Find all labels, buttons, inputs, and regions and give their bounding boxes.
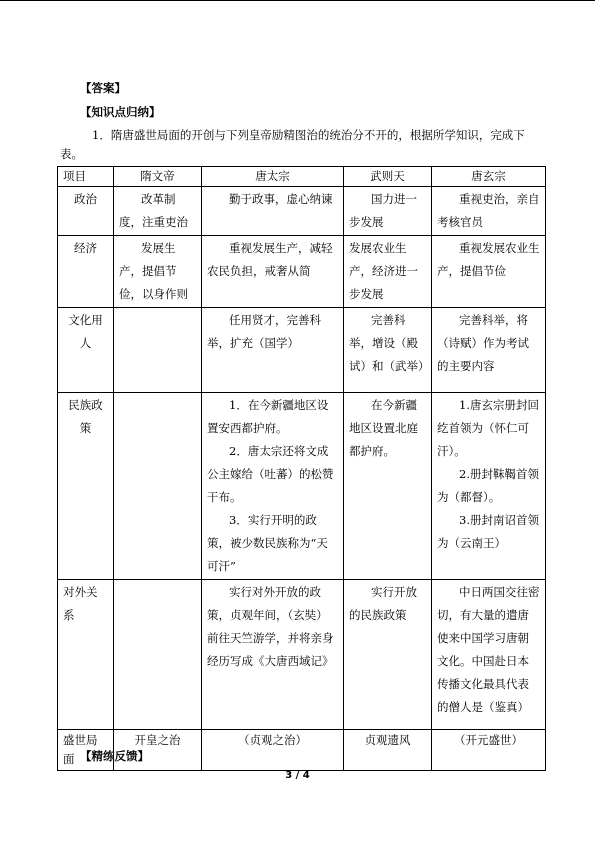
cell-economy-wuzetian: 发展农业生产，经济进一步发展 <box>344 236 432 308</box>
cell-ethnic-wuzetian: 在今新疆地区设置北庭都护府。 <box>344 393 432 580</box>
cell-foreign-taizong: 实行对外开放的政策，贞观年间，（玄奘）前往天竺游学，并将亲身经历写成《大唐西域记》 <box>202 580 344 730</box>
cell-politics-sui: 改革制度，注重吏治 <box>114 187 202 236</box>
ethnic-taizong-item: 3．实行开明的政策，被少数民族称为“天可汗” <box>207 513 328 573</box>
header-wu-zetian: 武则天 <box>344 167 432 187</box>
cell-economy-sui: 发展生产，提倡节俭，以身作则 <box>114 236 202 308</box>
cell-foreign-sui <box>114 580 202 730</box>
table-row <box>58 308 546 393</box>
cell-foreign-xuanzong: 中日两国交往密切，有大量的遣唐使来中国学习唐朝文化。中国赴日本传播文化最具代表的僧人是（鉴真） <box>432 580 546 730</box>
ethnic-taizong-item: 1．在今新疆地区设置安西都护府。 <box>207 398 329 435</box>
cell-prosperity-sui: 开皇之治 <box>114 730 202 771</box>
ethnic-xuanzong-item: 1.唐玄宗册封回纥首领为（怀仁可汗）。 <box>437 398 539 458</box>
cell-prosperity-xuanzong: （开元盛世） <box>432 730 546 771</box>
row-label-politics: 政治 <box>58 187 114 236</box>
cell-prosperity-wuzetian: 贞观遗风 <box>344 730 432 771</box>
cell-politics-taizong: 勤于政事，虚心纳谏 <box>202 187 344 236</box>
header-tang-taizong: 唐太宗 <box>202 167 344 187</box>
page-number: 3 / 4 <box>285 770 310 781</box>
ethnic-xuanzong-item: 3.册封南诏首领为（云南王） <box>437 513 539 550</box>
cell-politics-xuanzong: 重视吏治，亲自考核官员 <box>432 187 546 236</box>
cell-culture-taizong: 任用贤才，完善科举，扩充（国学） <box>202 308 344 393</box>
ethnic-taizong-item: 2．唐太宗还将文成公主嫁给（吐蕃）的松赞干布。 <box>207 444 334 504</box>
knowledge-heading: 【知识点归纳】 <box>80 105 161 119</box>
cell-politics-wuzetian: 国力进一步发展 <box>344 187 432 236</box>
cell-ethnic-taizong <box>202 393 344 580</box>
row-label-ethnic: 民族政策 <box>58 393 114 580</box>
row-label-culture: 文化用人 <box>58 308 114 393</box>
cell-culture-sui <box>114 308 202 393</box>
header-sui-wendi: 隋文帝 <box>114 167 202 187</box>
table-row <box>58 393 546 580</box>
header-item: 项目 <box>58 167 114 187</box>
cell-ethnic-sui <box>114 393 202 580</box>
table-row <box>58 187 546 236</box>
ethnic-xuanzong-item: 2.册封靺鞨首领为（都督）。 <box>437 467 539 504</box>
cell-prosperity-taizong: （贞观之治） <box>202 730 344 771</box>
table-header-row <box>58 167 546 187</box>
header-rule <box>0 0 595 1</box>
table-row <box>58 580 546 730</box>
cell-economy-taizong: 重视发展生产，减轻农民负担，戒奢从简 <box>202 236 344 308</box>
cell-ethnic-xuanzong <box>432 393 546 580</box>
cell-culture-wuzetian: 完善科举，增设（殿试）和（武举） <box>344 308 432 393</box>
question-intro: 1．隋唐盛世局面的开创与下列皇帝励精图治的统治分不开的，根据所学知识，完成下表。 <box>60 128 525 161</box>
cell-economy-xuanzong: 重视发展农业生产，提倡节俭 <box>432 236 546 308</box>
cell-culture-xuanzong: 完善科举，将（诗赋）作为考试的主要内容 <box>432 308 546 393</box>
cell-foreign-wuzetian: 实行开放的民族政策 <box>344 580 432 730</box>
knowledge-table <box>57 166 546 771</box>
row-label-foreign: 对外关系 <box>58 580 114 730</box>
row-label-economy: 经济 <box>58 236 114 308</box>
row-label-prosperity: 盛世局面 <box>58 730 114 771</box>
table-row <box>58 236 546 308</box>
header-tang-xuanzong: 唐玄宗 <box>432 167 546 187</box>
practice-heading: 【精练反馈】 <box>80 749 149 763</box>
answer-heading: 【答案】 <box>80 81 126 95</box>
